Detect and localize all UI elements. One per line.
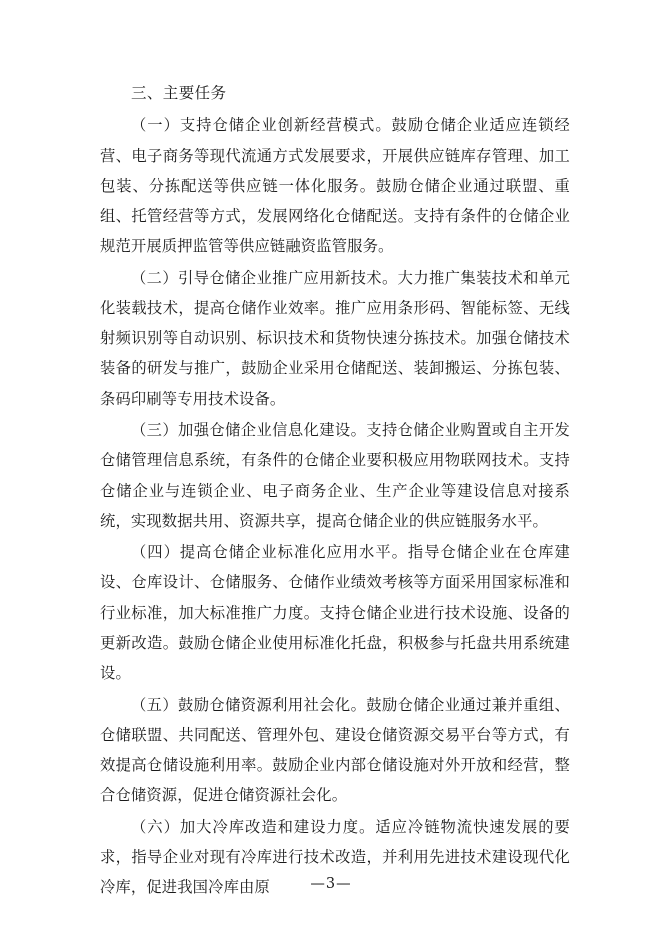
paragraph-6: （六）加大冷库改造和建设力度。适应冷链物流快速发展的要求，指导企业对现有冷库进行技术改造，并利用先进技术建设现代化冷库，促进我国冷库由原 — [100, 817, 570, 897]
paragraph-4: （四）提高仓储企业标准化应用水平。指导仓储企业在仓库建设、仓库设计、仓储服务、仓储作业绩效考核等方面采用国家标准和行业标准，加大标准推广力度。支持仓储企业进行技术设施、设备的更新改造。鼓励仓储企业使用标准化托盘，积极参与托盘共用系统建设。 — [100, 543, 570, 683]
paragraph-1: （一）支持仓储企业创新经营模式。鼓励仓储企业适应连锁经营、电子商务等现代流通方式发展要求，开展供应链库存管理、加工包装、分拣配送等供应链一体化服务。鼓励仓储企业通过联盟、重组、托管经营等方式，发展网络化仓储配送。支持有条件的仓储企业规范开展质押监管等供应链融资监管服务。 — [100, 116, 570, 256]
paragraph-2: （二）引导仓储企业推广应用新技术。大力推广集装技术和单元化装载技术，提高仓储作业效率。推广应用条形码、智能标签、无线射频识别等自动识别、标识技术和货物快速分拣技术。加强仓储技术装备的研发与推广，鼓励企业采用仓储配送、装卸搬运、分拣包装、条码印刷等专用技术设备。 — [100, 268, 570, 408]
paragraph-5: （五）鼓励仓储资源利用社会化。鼓励仓储企业通过兼并重组、仓储联盟、共同配送、管理外包、建设仓储资源交易平台等方式，有效提高仓储设施利用率。鼓励企业内部仓储设施对外开放和经营，整合仓储资源，促进仓储资源社会化。 — [100, 695, 570, 805]
page-number: —3— — [310, 876, 352, 892]
document-body — [100, 78, 570, 903]
section-heading: 三、主要任务 — [131, 84, 227, 102]
paragraph-3: （三）加强仓储企业信息化建设。支持仓储企业购置或自主开发仓储管理信息系统，有条件的仓储企业要积极应用物联网技术。支持仓储企业与连锁企业、电子商务企业、生产企业等建设信息对接系统，实现数据共用、资源共享，提高仓储企业的供应链服务水平。 — [100, 421, 570, 530]
